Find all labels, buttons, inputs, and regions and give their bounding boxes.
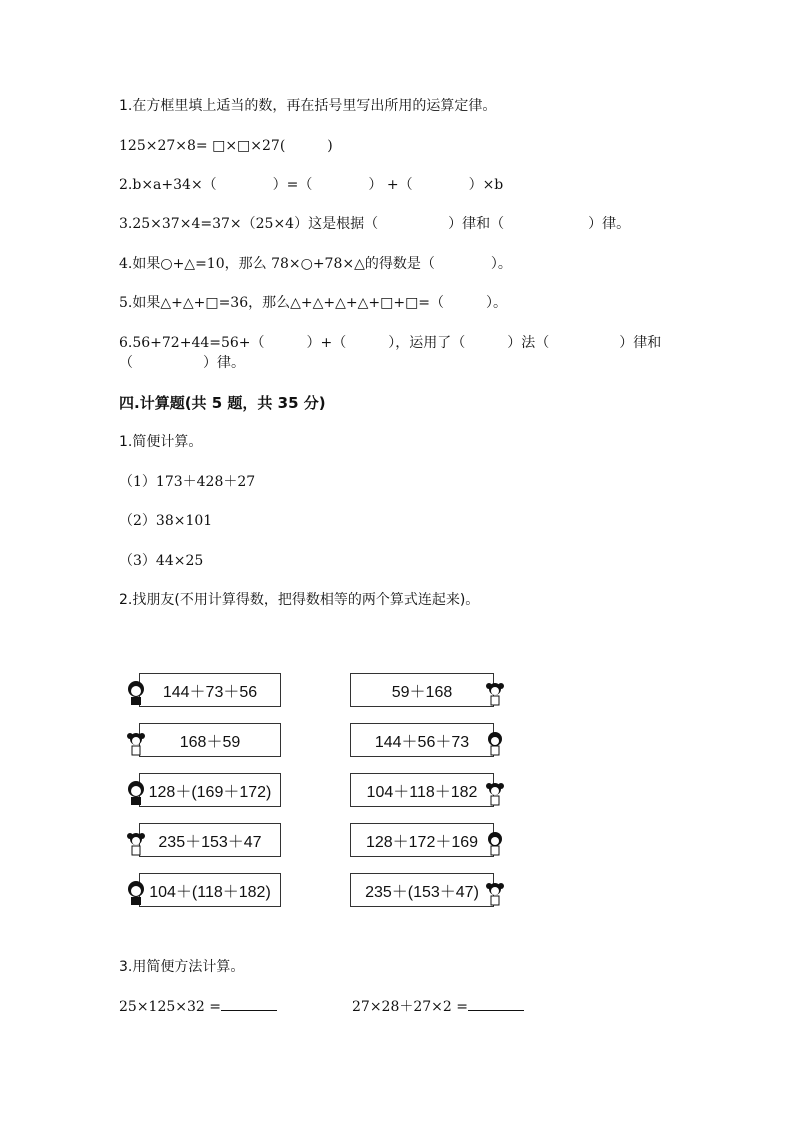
answer-blank[interactable] [468,996,524,1011]
calc-q1-item-3: （3）44×25 [119,553,204,569]
kid-boy-icon [125,780,147,806]
right-expression-box[interactable] [350,673,494,707]
left-expression-text: 104＋(118＋182) [149,883,271,901]
left-expression-box[interactable] [139,723,281,757]
calc-q1-item-2: （2）38×101 [119,513,213,529]
kid-boy-icon [125,880,147,906]
right-expression-text: 128＋172＋169 [365,833,479,851]
q1-title: 1.在方框里填上适当的数，再在括号里写出所用的运算定律。 [119,98,497,114]
left-expression-text: 168＋59 [179,733,241,751]
q4-text: 4.如果○+△=10，那么 78×○+78×△的得数是（ ）。 [119,256,512,272]
kid-girl-icon [484,680,506,706]
left-expression-text: 128＋(169＋172) [148,783,272,801]
q6-text-line2: （ ）律。 [119,355,245,371]
left-expression-text: 235＋153＋47 [158,833,262,851]
right-expression-text: 235＋(153＋47) [365,883,479,901]
calc-q3-right-expr: 27×28＋27×2 = [352,999,468,1015]
q2-text: 2.b×a+34×（ ）=（ ） +（ ）×b [119,177,504,193]
calc-q1-item-1: （1）173＋428＋27 [119,474,256,490]
q1-expression: 125×27×8= □×□×27( ) [119,138,333,154]
right-expression-box[interactable] [350,773,494,807]
calc-q1-title: 1.简便计算。 [119,434,203,450]
left-expression-box[interactable] [139,873,281,907]
answer-blank[interactable] [221,996,277,1011]
kid-girl-icon [125,830,147,856]
right-expression-box[interactable] [350,823,494,857]
calc-q3-right [352,996,524,1017]
q3-text: 3.25×37×4=37×（25×4）这是根据（ ）律和（ ）律。 [119,216,631,232]
kid-girl-icon [484,780,506,806]
kid-girl-icon [125,730,147,756]
kid-boy-icon [484,730,506,756]
kid-girl-icon [484,880,506,906]
left-expression-box[interactable] [139,673,281,707]
right-expression-text: 104＋118＋182 [366,783,478,801]
right-expression-box[interactable] [350,873,494,907]
calc-q3-title: 3.用简便方法计算。 [119,959,245,975]
q5-text: 5.如果△+△+□=36，那么△+△+△+△+□+□=（ ）。 [119,295,508,311]
right-expression-text: 59＋168 [391,683,453,701]
right-expression-text: 144＋56＋73 [374,733,470,751]
kid-boy-icon [484,830,506,856]
calc-q3-left-expr: 25×125×32 = [119,999,221,1015]
left-expression-box[interactable] [139,773,281,807]
right-expression-box[interactable] [350,723,494,757]
calc-q3-left [119,996,277,1017]
kid-boy-icon [125,680,147,706]
left-expression-box[interactable] [139,823,281,857]
calc-q2-title: 2.找朋友(不用计算得数，把得数相等的两个算式连起来)。 [119,592,480,608]
q6-text-line1: 6.56+72+44=56+（ ）+（ ），运用了（ ）法（ ）律和 [119,335,662,351]
section4-heading: 四.计算题(共 5 题，共 35 分) [119,394,326,412]
left-expression-text: 144＋73＋56 [162,683,258,701]
